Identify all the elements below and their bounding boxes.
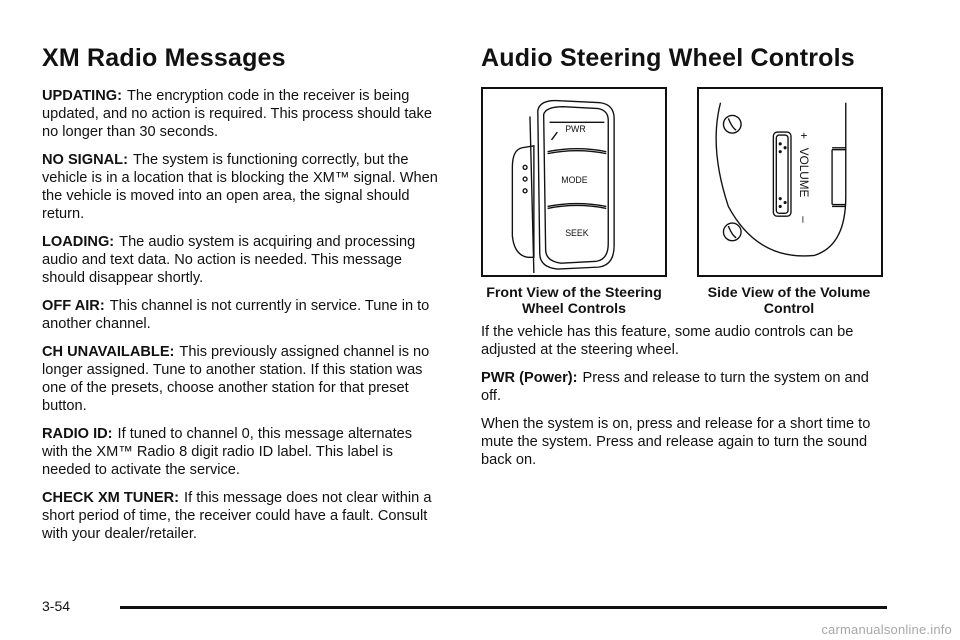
entry-text: This previously assigned channel is no longer assigned. Tune to another station. If this station was one of the presets, choose another station for that preset button.	[42, 344, 430, 414]
entry-text: The system is functioning correctly, but the vehicle is in a location that is blocking the XM™ signal. When the vehicle is moved into an open area, the signal should return.	[42, 152, 438, 222]
entry-text: The audio system is acquiring and processing audio and text data. No action is needed. This message should disappear shortly.	[42, 234, 416, 286]
front-view-illustration	[483, 89, 665, 275]
entry-updating	[42, 87, 442, 141]
entry-term: UPDATING:	[42, 88, 122, 104]
watermark: carmanualsonline.info	[821, 622, 952, 637]
pwr-button-label: PWR	[565, 124, 586, 135]
volume-minus-label: –	[796, 216, 810, 223]
entry-pwr	[481, 369, 891, 405]
entry-off-air	[42, 297, 442, 333]
entry-term: PWR (Power):	[481, 370, 578, 386]
entry-loading	[42, 233, 442, 287]
section-heading-xm-messages: XM Radio Messages	[42, 44, 286, 72]
front-view-caption: Front View of the Steering Wheel Controls	[486, 285, 662, 317]
entry-radio-id	[42, 425, 442, 479]
entry-check-xm-tuner	[42, 489, 442, 543]
entry-text: The encryption code in the receiver is being updated, and no action is required. This process should take no longer than 30 seconds.	[42, 88, 432, 140]
entry-text: This channel is not currently in service. Tune in to another channel.	[42, 298, 430, 332]
entry-term: RADIO ID:	[42, 426, 113, 442]
entry-text: If tuned to channel 0, this message alternates with the XM™ Radio 8 digit radio ID label. This label is needed to activate the service.	[42, 426, 413, 478]
side-view-figure	[697, 87, 883, 277]
front-view-figure	[481, 87, 667, 277]
page-number: 3-54	[42, 598, 71, 614]
seek-button-label: SEEK	[565, 227, 589, 238]
mode-button-label: MODE	[561, 174, 588, 185]
intro-paragraph: If the vehicle has this feature, some audio controls can be adjusted at the steering wheel.	[481, 324, 854, 358]
side-view-illustration	[699, 89, 881, 275]
left-column	[42, 44, 442, 553]
section-heading-steering-controls: Audio Steering Wheel Controls	[481, 44, 855, 72]
entry-text: If this message does not clear within a short period of time, the receiver could have a fault. Consult with your dealer/retailer.	[42, 490, 432, 542]
entry-term: LOADING:	[42, 234, 115, 250]
right-column	[481, 44, 891, 479]
footer-rule	[120, 606, 887, 609]
entry-term: CHECK XM TUNER:	[42, 490, 180, 506]
volume-label: VOLUME	[796, 147, 810, 198]
entry-ch-unavailable	[42, 343, 442, 415]
entry-text: Press and release to turn the system on and off.	[481, 370, 869, 404]
side-view-caption: Side View of the Volume Control	[707, 285, 871, 317]
entry-term: NO SIGNAL:	[42, 152, 128, 168]
figures-row	[481, 87, 891, 323]
mute-paragraph: When the system is on, press and release for a short time to mute the system. Press and release again to turn the sound back on.	[481, 416, 871, 468]
volume-plus-label: +	[796, 132, 810, 139]
page-footer	[42, 596, 887, 616]
entry-no-signal	[42, 151, 442, 223]
entry-term: OFF AIR:	[42, 298, 105, 314]
entry-term: CH UNAVAILABLE:	[42, 344, 175, 360]
